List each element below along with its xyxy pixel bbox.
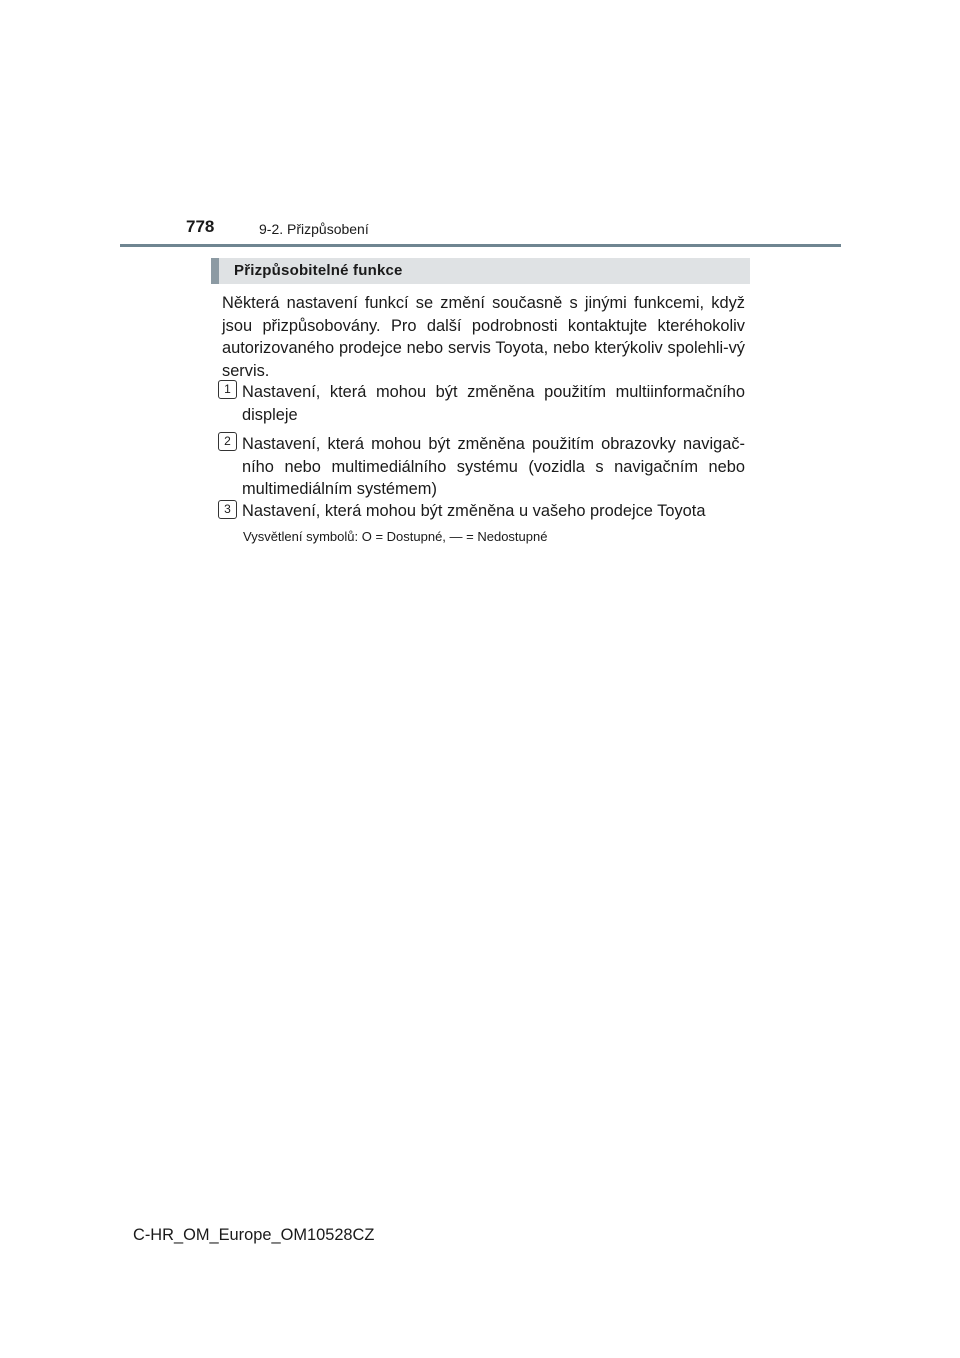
item-text-1: Nastavení, která mohou být změněna použitím multiinformačního displeje bbox=[242, 383, 745, 424]
header-rule bbox=[120, 244, 841, 247]
item-text-3: Nastavení, která mohou být změněna u vašeho prodejce Toyota bbox=[242, 502, 706, 520]
footer-code: C-HR_OM_Europe_OM10528CZ bbox=[133, 1226, 375, 1244]
chapter-heading: 9-2. Přizpůsobení bbox=[259, 221, 369, 237]
item-number-1: 1 bbox=[218, 380, 237, 399]
item-text-2: Nastavení, která mohou být změněna použitím obrazovky navigač-ního nebo multimediálního systému (vozidla s navigačním nebo multimediálním systémem) bbox=[242, 435, 745, 498]
item-number-3: 3 bbox=[218, 500, 237, 519]
section-title: Přizpůsobitelné funkce bbox=[234, 262, 403, 279]
symbol-legend: Vysvětlení symbolů: O = Dostupné, — = Nedostupné bbox=[243, 529, 548, 544]
page-number: 778 bbox=[186, 217, 215, 236]
item-number-2: 2 bbox=[218, 432, 237, 451]
section-bar bbox=[211, 258, 750, 284]
intro-paragraph: Některá nastavení funkcí se změní současně s jinými funkcemi, když jsou přizpůsobovány. Pro další podrobnosti kontaktujte kteréhokoliv autorizovaného prodejce nebo servis Toyota, nebo kterýkoliv spolehli-vý servis. bbox=[222, 294, 745, 380]
